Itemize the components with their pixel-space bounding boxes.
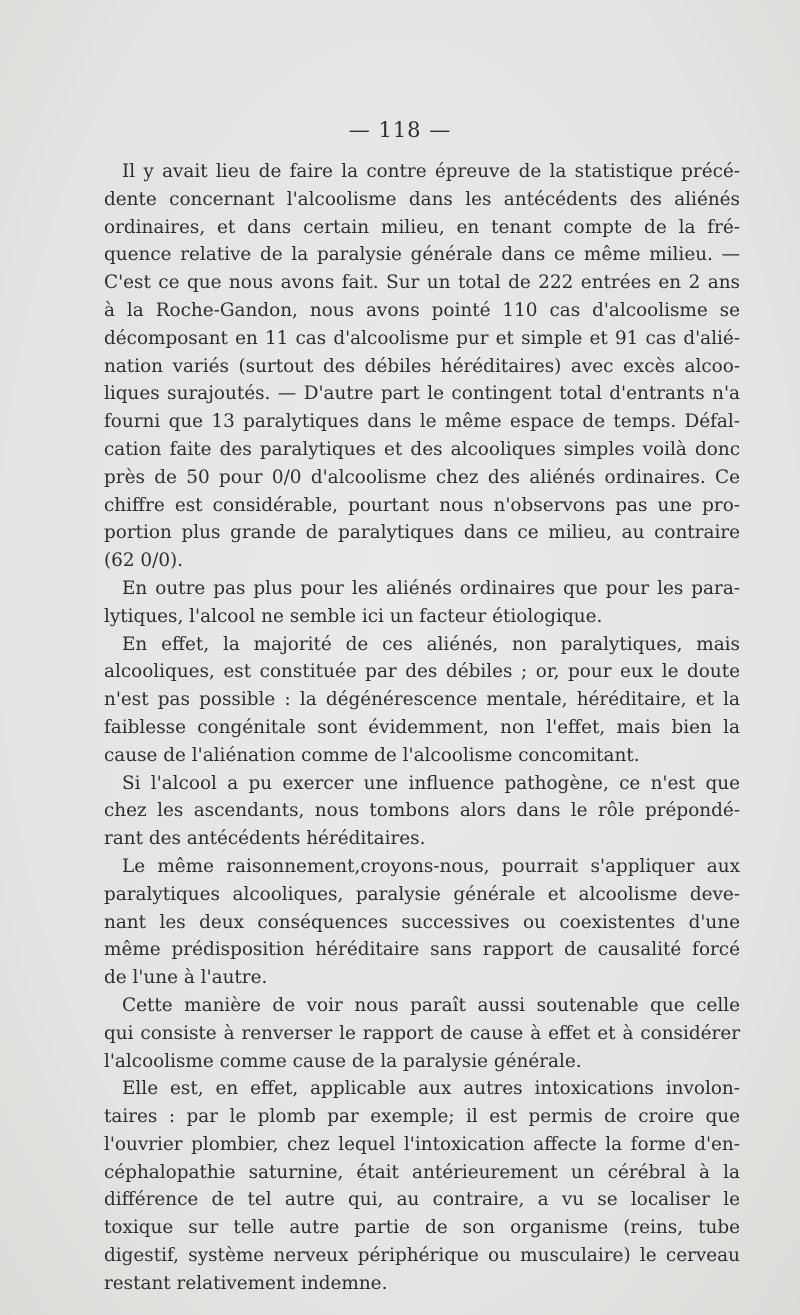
text-line: dente concernant l'alcoolisme dans les antécédents des aliénés (104, 188, 740, 210)
text-line: faiblesse congénitale sont évidemment, non l'effet, mais bien la (104, 716, 740, 738)
text-line: lytiques, l'alcool ne semble ici un facteur étiologique. (104, 605, 603, 627)
text-line: nant les deux conséquences successives ou coexistentes d'une (104, 911, 740, 933)
text-line: En effet, la majorité de ces aliénés, non paralytiques, mais (122, 633, 740, 655)
text-line: alcooliques, est constituée par des débiles ; or, pour eux le doute (104, 661, 740, 683)
text-line: Elle est, en effet, applicable aux autres intoxications involon- (122, 1078, 740, 1100)
text-line: Le même raisonnement,croyons-nous, pourrait s'appliquer aux (122, 855, 740, 877)
text-line: cation faite des paralytiques et des alcooliques simples voilà donc (104, 438, 740, 460)
text-line: l'ouvrier plombier, chez lequel l'intoxication affecte la forme d'en- (104, 1133, 740, 1155)
text-line: n'est pas possible : la dégénérescence mentale, héréditaire, et la (104, 689, 740, 711)
text-line: l'alcoolisme comme cause de la paralysie générale. (104, 1050, 582, 1072)
text-line: de l'une à l'autre. (104, 967, 268, 989)
text-line: près de 50 pour 0/0 d'alcoolisme chez des aliénés ordinaires. Ce (104, 466, 740, 488)
text-line: C'est ce que nous avons fait. Sur un total de 222 entrées en 2 ans (104, 272, 740, 294)
text-line: cause de l'aliénation comme de l'alcoolisme concomitant. (104, 744, 640, 766)
page-number: — 118 — (348, 118, 452, 142)
text-line: différence de tel autre qui, au contraire, a vu se localiser le (104, 1189, 740, 1211)
text-line: liques surajoutés. — D'autre part le contingent total d'entrants n'a (104, 383, 740, 405)
text-line: décomposant en 11 cas d'alcoolisme pur et simple et 91 cas d'alié- (104, 327, 740, 349)
text-line: quence relative de la paralysie générale dans ce même milieu. — (104, 244, 740, 266)
text-line: à la Roche-Gandon, nous avons pointé 110 cas d'alcoolisme se (104, 299, 740, 321)
text-line: fourni que 13 paralytiques dans le même espace de temps. Défal- (104, 411, 740, 433)
text-line: même prédisposition héréditaire sans rapport de causalité forcé (104, 939, 740, 961)
text-line: nation variés (surtout des débiles héréditaires) avec excès alcoo- (104, 355, 740, 377)
text-line: Il y avait lieu de faire la contre épreuve de la statistique précé- (122, 161, 740, 182)
text-line: portion plus grande de paralytiques dans ce milieu, au contraire (104, 522, 740, 544)
text-line: Si l'alcool a pu exercer une influence pathogène, ce n'est que (122, 772, 740, 794)
text-line: chiffre est considérable, pourtant nous n'observons pas une pro- (104, 494, 740, 516)
text-line: (62 0/0). (104, 550, 184, 572)
text-line: Cette manière de voir nous paraît aussi soutenable que celle (122, 994, 740, 1016)
text-line: céphalopathie saturnine, était antérieurement un cérébral à la (104, 1161, 740, 1183)
text-line: paralytiques alcooliques, paralysie générale et alcoolisme deve- (104, 883, 740, 905)
text-line: En outre pas plus pour les aliénés ordinaires que pour les para- (122, 577, 740, 599)
text-line: toxique sur telle autre partie de son organisme (reins, tube (104, 1217, 740, 1239)
text-line: qui consiste à renverser le rapport de cause à effet et à considérer (104, 1022, 740, 1044)
text-line: rant des antécédents héréditaires. (104, 828, 426, 850)
text-line: ordinaires, et dans certain milieu, en tenant compte de la fré- (104, 216, 740, 238)
text-line: digestif, système nerveux périphérique ou musculaire) le cerveau (104, 1245, 740, 1267)
text-line: restant relativement indemne. (104, 1272, 388, 1294)
body-text (104, 158, 740, 1298)
text-line: taires : par le plomb par exemple; il est permis de croire que (104, 1106, 740, 1128)
text-line: chez les ascendants, nous tombons alors dans le rôle prépondé- (104, 800, 740, 822)
